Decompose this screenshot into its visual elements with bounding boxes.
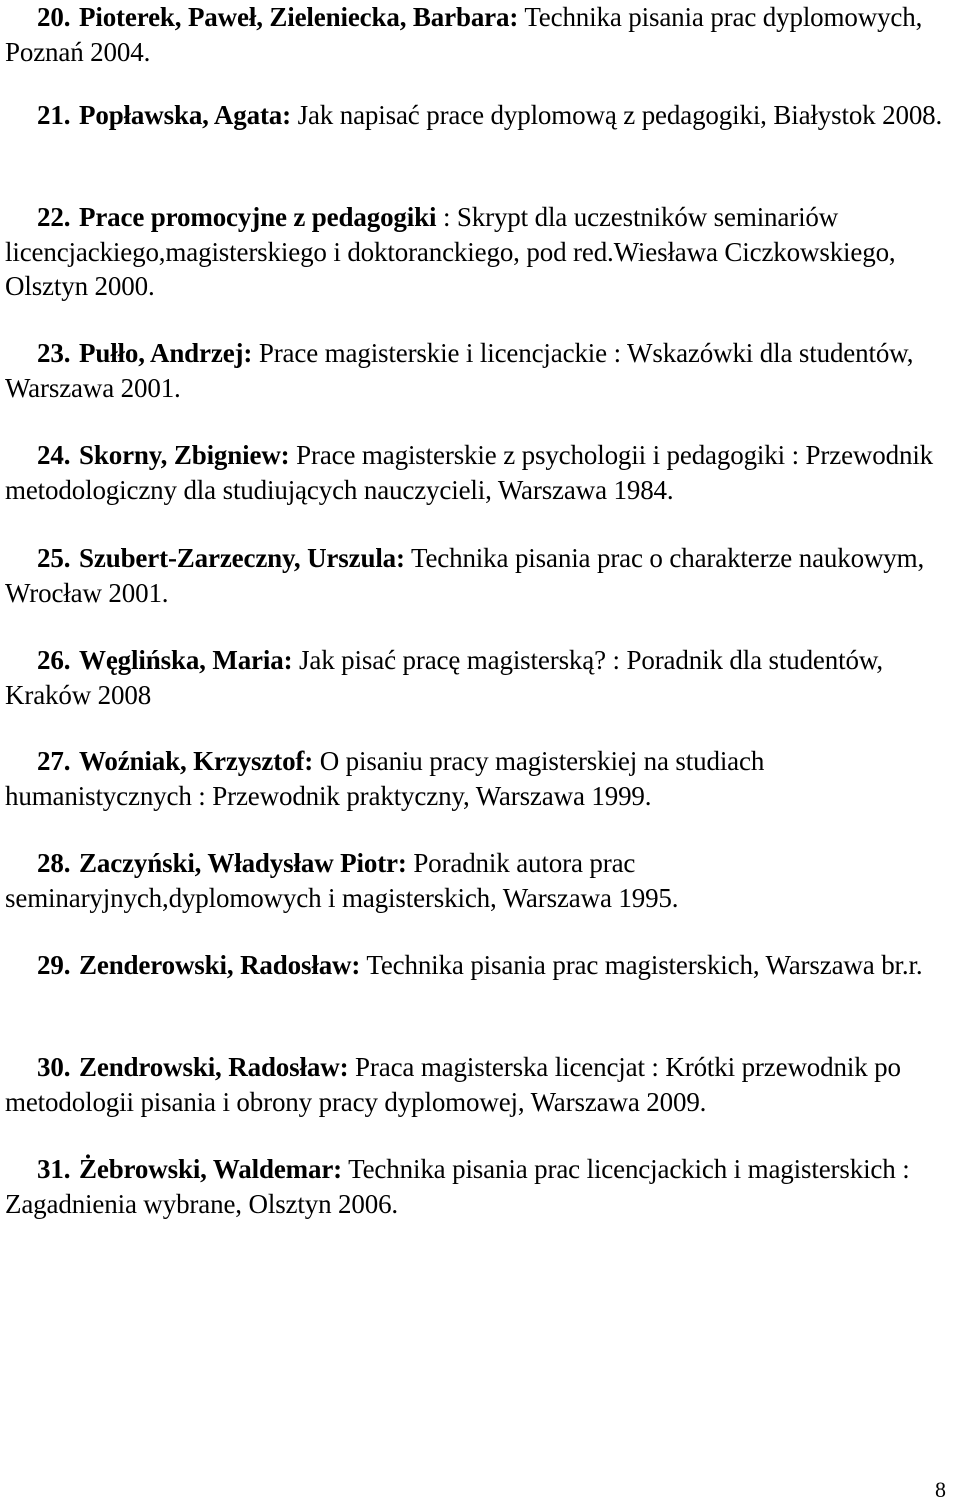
entry-author: Zaczyński, Władysław Piotr: xyxy=(79,848,407,878)
entry-details: Praca magisterska licencjat : Krótki przewodnik po metodologii pisania i obrony pracy dyplomowej, Warszawa 2009. xyxy=(5,1052,901,1117)
entry-author: Pioterek, Paweł, Zieleniecka, Barbara: xyxy=(79,2,519,32)
entry-number: 26. xyxy=(37,645,71,675)
entry-author: Skorny, Zbigniew: xyxy=(79,440,290,470)
bibliography-entry-20 xyxy=(5,0,957,69)
entry-author: Pułło, Andrzej: xyxy=(79,338,253,368)
entry-details: Jak napisać prace dyplomową z pedagogiki, Białystok 2008. xyxy=(290,100,943,130)
entry-author: Zendrowski, Radosław: xyxy=(79,1052,349,1082)
entry-number: 20. xyxy=(37,2,71,32)
entry-number: 31. xyxy=(37,1154,71,1184)
entry-author: Popławska, Agata: xyxy=(79,100,291,130)
bibliography-entry-24 xyxy=(5,438,957,507)
bibliography-entry-22 xyxy=(5,200,957,304)
bibliography-entry-23 xyxy=(5,336,957,405)
bibliography-entry-31 xyxy=(5,1152,957,1221)
entry-number: 28. xyxy=(37,848,71,878)
bibliography-entry-28 xyxy=(5,846,957,915)
entry-number: 25. xyxy=(37,543,71,573)
bibliography-entry-30 xyxy=(5,1050,957,1119)
entry-author: Zenderowski, Radosław: xyxy=(79,950,361,980)
entry-details: Technika pisania prac dyplomowych, Poznań 2004. xyxy=(5,2,923,67)
entry-author: Woźniak, Krzysztof: xyxy=(79,746,314,776)
entry-number: 23. xyxy=(37,338,71,368)
entry-author: Węglińska, Maria: xyxy=(79,645,293,675)
entry-details: Prace magisterskie z psychologii i pedagogiki : Przewodnik metodologiczny dla studiujących nauczycieli, Warszawa 1984. xyxy=(5,440,934,505)
entry-author: Szubert-Zarzeczny, Urszula: xyxy=(79,543,405,573)
bibliography-entry-26 xyxy=(5,643,957,712)
entry-number: 21. xyxy=(37,100,71,130)
entry-details: O pisaniu pracy magisterskiej na studiach humanistycznych : Przewodnik praktyczny, Warszawa 1999. xyxy=(5,746,765,811)
entry-title: Prace promocyjne z pedagogiki xyxy=(79,202,437,232)
entry-details: Prace magisterskie i licencjackie : Wskazówki dla studentów, Warszawa 2001. xyxy=(5,338,914,403)
entry-number: 30. xyxy=(37,1052,71,1082)
bibliography-entry-21 xyxy=(5,98,957,133)
bibliography-entry-29 xyxy=(5,948,957,983)
entry-details: : Skrypt dla uczestników seminariów licencjackiego,magisterskiego i doktoranckiego, pod red.Wiesława Ciczkowskiego, Olsztyn 2000. xyxy=(5,202,896,301)
entry-author: Żebrowski, Waldemar: xyxy=(79,1154,343,1184)
entry-details: Technika pisania prac licencjackich i magisterskich : Zagadnienia wybrane, Olsztyn 2006. xyxy=(5,1154,910,1219)
bibliography-entry-27 xyxy=(5,744,957,813)
entry-number: 22. xyxy=(37,202,71,232)
entry-number: 27. xyxy=(37,746,71,776)
entry-details: Jak pisać pracę magisterską? : Poradnik dla studentów, Kraków 2008 xyxy=(5,645,884,710)
page-number: 8 xyxy=(935,1477,946,1502)
entry-details: Poradnik autora prac seminaryjnych,dyplomowych i magisterskich, Warszawa 1995. xyxy=(5,848,679,913)
entry-number: 24. xyxy=(37,440,71,470)
entry-details: Technika pisania prac magisterskich, Warszawa br.r. xyxy=(360,950,923,980)
entry-number: 29. xyxy=(37,950,71,980)
entry-details: Technika pisania prac o charakterze naukowym, Wrocław 2001. xyxy=(5,543,925,608)
bibliography-entry-25 xyxy=(5,541,957,610)
